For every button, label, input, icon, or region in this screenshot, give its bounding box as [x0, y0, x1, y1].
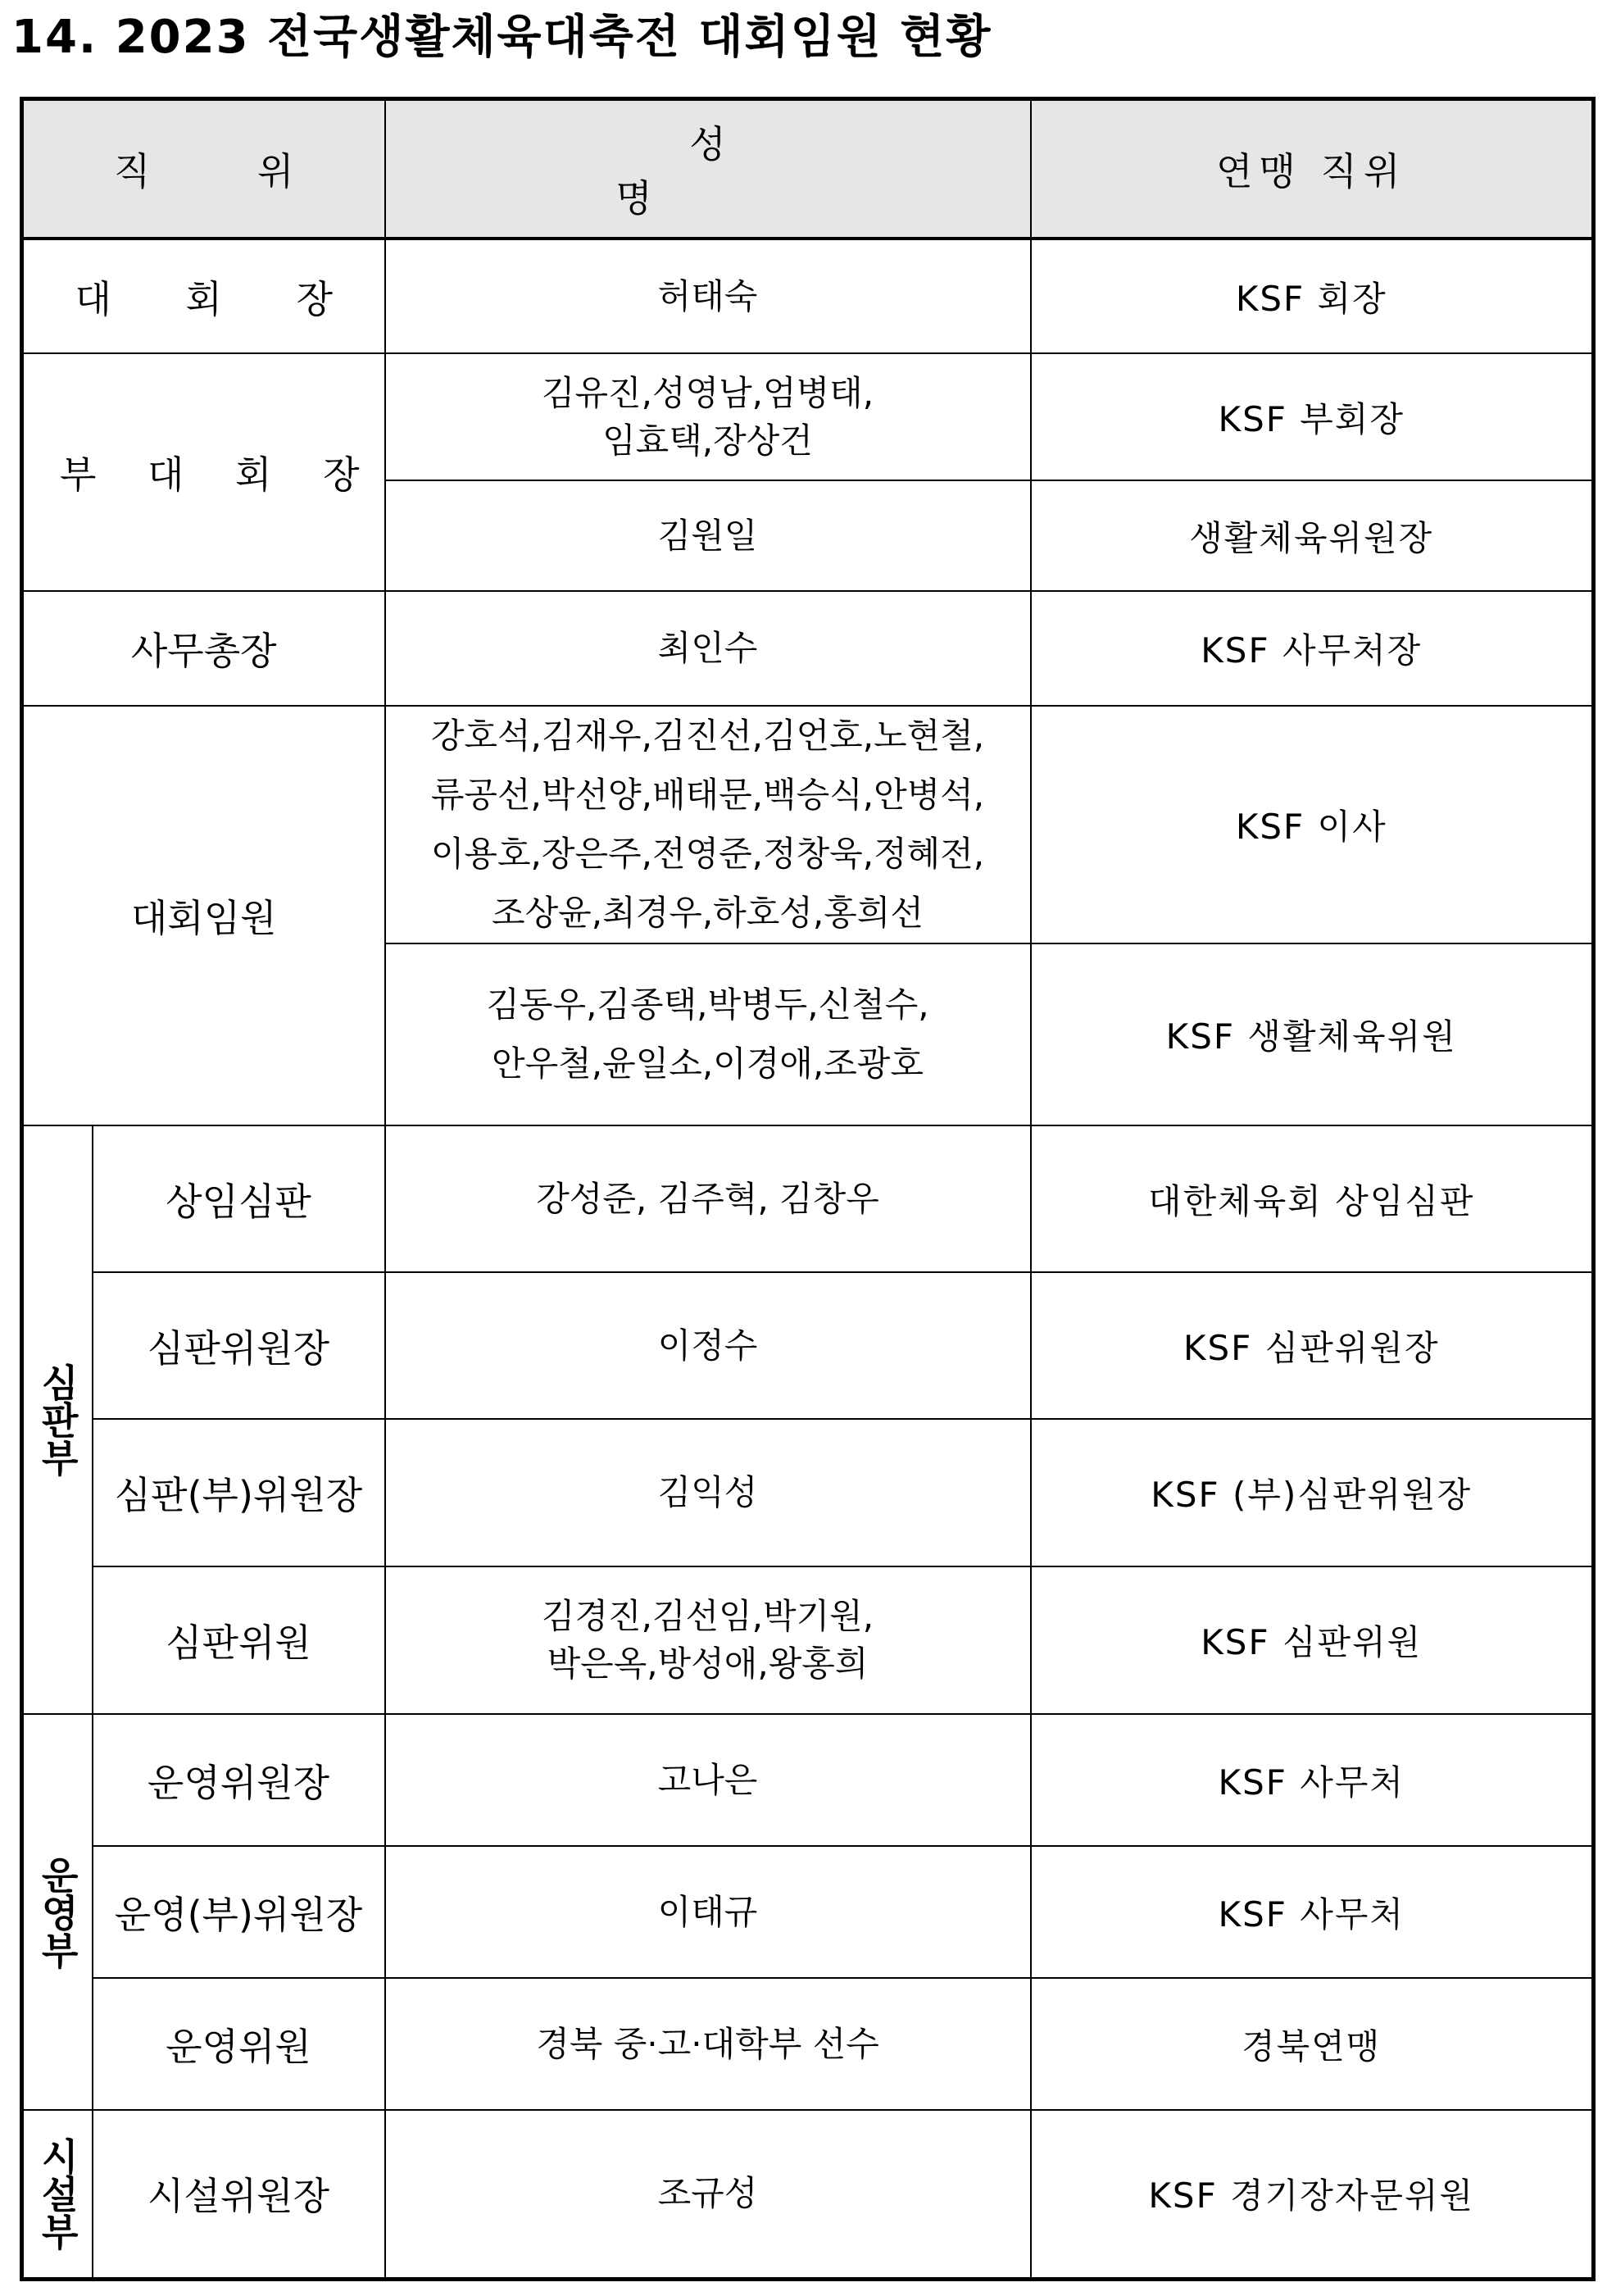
- federation-cell: KSF 생활체육위원: [1031, 943, 1594, 1125]
- federation-cell: KSF 심판위원: [1031, 1566, 1594, 1714]
- page-title: 14. 2023 전국생활체육대축전 대회임원 현황: [11, 11, 992, 64]
- table-row: [22, 1846, 1594, 1978]
- group-label-operations: 운영부: [22, 1714, 93, 2110]
- table-row: [22, 1714, 1594, 1846]
- names-cell: 이태규: [385, 1846, 1031, 1978]
- names-cell: 이정수: [385, 1272, 1031, 1419]
- group-label-facilities: 시설부: [22, 2110, 93, 2279]
- federation-cell: 대한체육회 상임심판: [1031, 1125, 1594, 1272]
- names-cell: 강성준, 김주혁, 김창우: [385, 1125, 1031, 1272]
- table-row: [22, 591, 1594, 706]
- table-row: [22, 1272, 1594, 1419]
- table-row: [22, 239, 1594, 353]
- names-cell: 김유진,성영남,엄병태, 임효택,장상건: [385, 353, 1031, 480]
- table-row: [22, 2110, 1594, 2279]
- group-label-judging: 심판부: [22, 1125, 93, 1714]
- table-row: [22, 706, 1594, 943]
- position-cell: 운영위원장: [93, 1714, 385, 1846]
- position-cell: 시설위원장: [93, 2110, 385, 2279]
- position-cell: 심판(부)위원장: [93, 1419, 385, 1566]
- position-cell: 사무총장: [22, 591, 385, 706]
- federation-cell: KSF 회장: [1031, 239, 1594, 353]
- names-cell: 김원일: [385, 480, 1031, 591]
- table-row: [22, 1125, 1594, 1272]
- federation-cell: KSF 심판위원장: [1031, 1272, 1594, 1419]
- table-row: [22, 1978, 1594, 2110]
- federation-cell: KSF 경기장자문위원: [1031, 2110, 1594, 2279]
- position-cell: 심판위원장: [93, 1272, 385, 1419]
- officials-table: [20, 97, 1596, 2281]
- names-cell: 김익성: [385, 1419, 1031, 1566]
- header-row: [22, 99, 1594, 239]
- names-cell: 경북 중·고·대학부 선수: [385, 1978, 1031, 2110]
- header-name: 성 명: [385, 99, 1031, 239]
- table-row: [22, 1566, 1594, 1714]
- federation-cell: KSF (부)심판위원장: [1031, 1419, 1594, 1566]
- names-cell: 최인수: [385, 591, 1031, 706]
- federation-cell: 생활체육위원장: [1031, 480, 1594, 591]
- position-cell: 대 회 장: [22, 239, 385, 353]
- position-cell: 심판위원: [93, 1566, 385, 1714]
- position-cell: 운영(부)위원장: [93, 1846, 385, 1978]
- header-federation: 연맹 직위: [1031, 99, 1594, 239]
- names-cell: 김동우,김종택,박병두,신철수, 안우철,윤일소,이경애,조광호: [385, 943, 1031, 1125]
- position-cell: 부 대 회 장: [22, 353, 385, 591]
- names-cell: 김경진,김선임,박기원, 박은옥,방성애,왕홍희: [385, 1566, 1031, 1714]
- federation-cell: KSF 이사: [1031, 706, 1594, 943]
- federation-cell: KSF 사무처: [1031, 1846, 1594, 1978]
- table-row: [22, 1419, 1594, 1566]
- federation-cell: KSF 부회장: [1031, 353, 1594, 480]
- names-cell: 강호석,김재우,김진선,김언호,노현철, 류공선,박선양,배태문,백승식,안병석, 이용호,장은주,전영준,정창욱,정혜전, 조상윤,최경우,하호성,홍희선: [385, 706, 1031, 943]
- names-cell: 허태숙: [385, 239, 1031, 353]
- position-cell: 운영위원: [93, 1978, 385, 2110]
- position-cell: 대회임원: [22, 706, 385, 1125]
- position-cell: 상임심판: [93, 1125, 385, 1272]
- header-position: 직 위: [22, 99, 385, 239]
- federation-cell: KSF 사무처: [1031, 1714, 1594, 1846]
- federation-cell: KSF 사무처장: [1031, 591, 1594, 706]
- federation-cell: 경북연맹: [1031, 1978, 1594, 2110]
- names-cell: 조규성: [385, 2110, 1031, 2279]
- table-row: [22, 353, 1594, 480]
- names-cell: 고나은: [385, 1714, 1031, 1846]
